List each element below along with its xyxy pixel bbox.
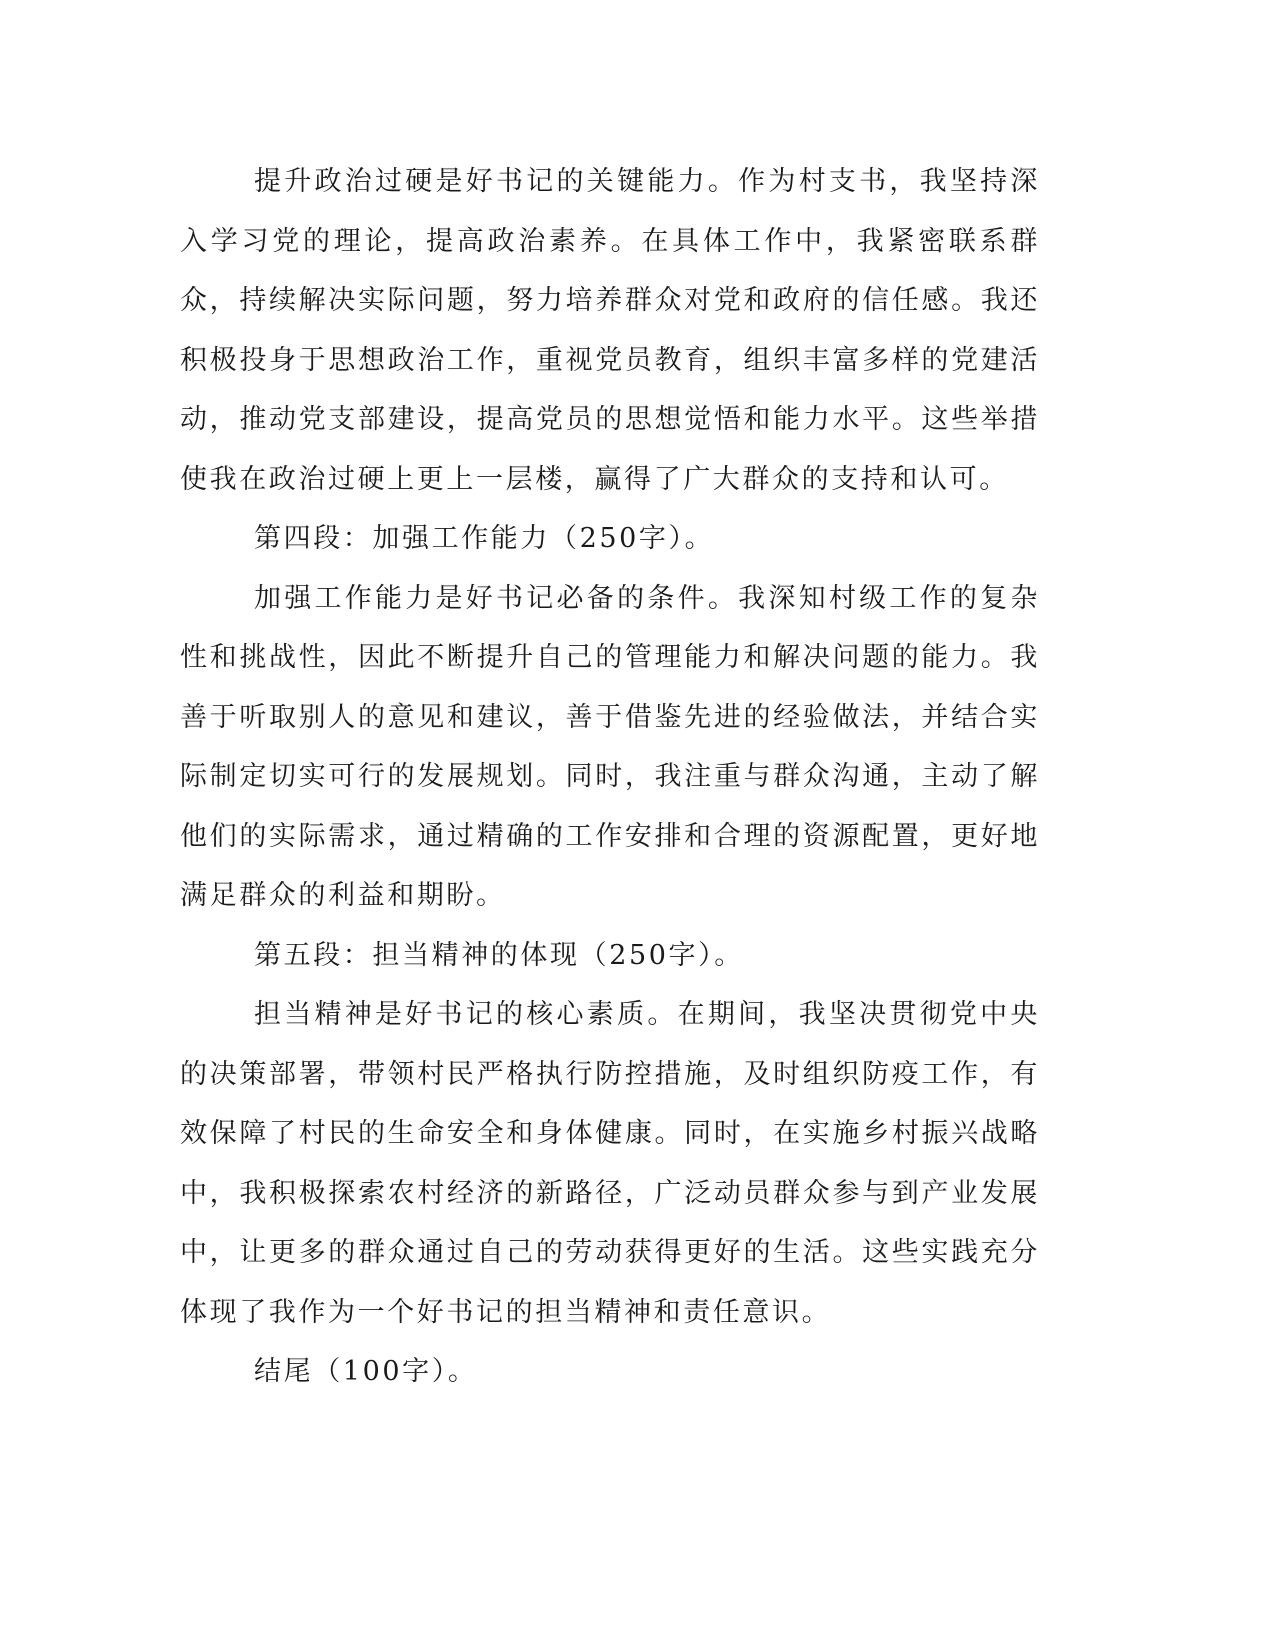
- section-heading-4: 第四段：加强工作能力（250字）。: [254, 523, 715, 554]
- paragraph-political-integrity: 提升政治过硬是好书记的关键能力。作为村支书，我坚持深入学习党的理论，提高政治素养。在具体工作中，我紧密联系群众，持续解决实际问题，努力培养群众对党和政府的信任感。我还积极投身于思想政治工作，重视党员教育，组织丰富多样的党建活动，推动党支部建设，提高党员的思想觉悟和能力水平。这些举措使我在政治过硬上更上一层楼，赢得了广大群众的支持和认可。: [180, 166, 1040, 495]
- paragraph-work-ability: 加强工作能力是好书记必备的条件。我深知村级工作的复杂性和挑战性，因此不断提升自己的管理能力和解决问题的能力。我善于听取别人的意见和建议，善于借鉴先进的经验做法，并结合实际制定切实可行的发展规划。同时，我注重与群众沟通，主动了解他们的实际需求，通过精确的工作安排和合理的资源配置，更好地满足群众的利益和期盼。: [180, 582, 1040, 911]
- section-heading-ending: 结尾（100字）。: [254, 1356, 478, 1387]
- document-page: [180, 152, 1040, 1402]
- paragraph-responsibility: 担当精神是好书记的核心素质。在期间，我坚决贯彻党中央的决策部署，带领村民严格执行防控措施，及时组织防疫工作，有效保障了村民的生命安全和身体健康。同时，在实施乡村振兴战略中，我积极探索农村经济的新路径，广泛动员群众参与到产业发展中，让更多的群众通过自己的劳动获得更好的生活。这些实践充分体现了我作为一个好书记的担当精神和责任意识。: [180, 999, 1040, 1328]
- section-heading-5: 第五段：担当精神的体现（250字）。: [254, 939, 744, 971]
